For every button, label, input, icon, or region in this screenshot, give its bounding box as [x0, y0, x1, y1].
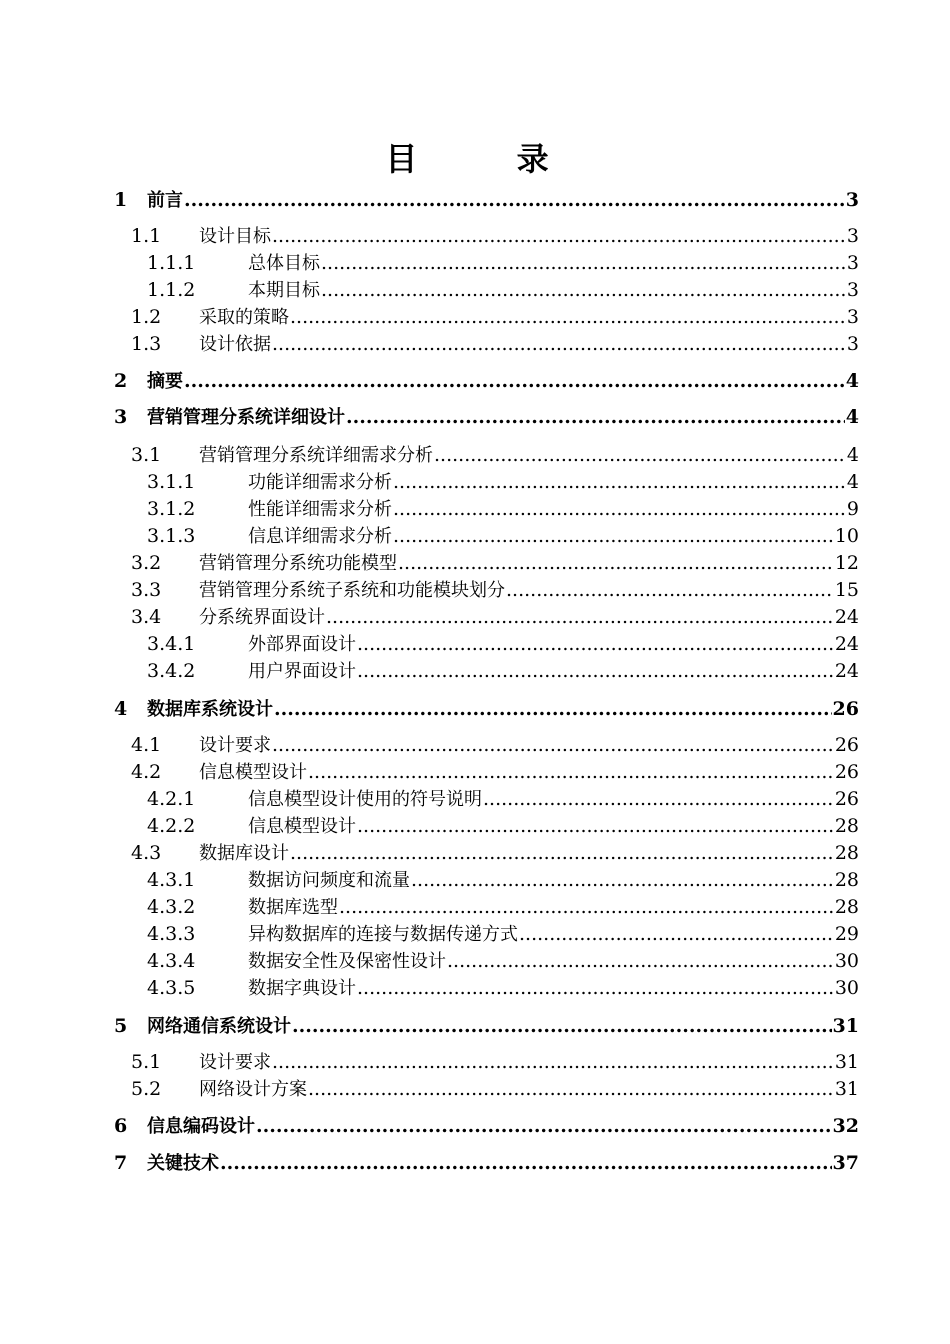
toc-entry-number: 3.1: [131, 444, 162, 466]
toc-entry-page-number: 28: [834, 869, 859, 891]
toc-entry-page-number: 24: [834, 633, 859, 655]
toc-entry-title: 信息模型设计: [199, 762, 307, 783]
toc-entry-title: 数据字典设计: [248, 978, 356, 999]
toc-entry-title: 摘要: [147, 371, 183, 392]
toc-entry-number: 3.4.2: [147, 660, 196, 682]
toc-entry-title: 总体目标: [248, 253, 320, 274]
toc-entry-page-number: 28: [834, 815, 859, 837]
toc-entry-page-number: 12: [834, 552, 859, 574]
toc-entry-number: 4.1: [131, 734, 162, 756]
toc-entry-leader-dots: [290, 840, 834, 867]
toc-entry-leader-dots: [326, 604, 834, 631]
toc-entry-leader-dots: [256, 1113, 832, 1140]
toc-entry-leader-dots: [184, 187, 845, 214]
toc-entry-leader-dots: [339, 894, 834, 921]
toc-entry-title: 数据库选型: [248, 897, 338, 918]
toc-entry-leader-dots: [272, 732, 834, 759]
toc-entry-page-number: 31: [832, 1015, 859, 1037]
toc-entry-number: 5.1: [131, 1051, 162, 1073]
toc-entry-title: 信息模型设计使用的符号说明: [248, 789, 482, 810]
toc-entry-title: 网络设计方案: [199, 1079, 307, 1100]
toc-entry-title: 数据访问频度和流量: [248, 870, 410, 891]
toc-entry-page-number: 37: [832, 1152, 859, 1174]
toc-entry-leader-dots: [308, 759, 834, 786]
toc-entry-leader-dots: [357, 658, 834, 685]
toc-entry-leader-dots: [506, 577, 834, 604]
toc-entry-page-number: 4: [845, 370, 859, 392]
toc-entry-page-number: 24: [834, 660, 859, 682]
toc-entry-leader-dots: [519, 921, 834, 948]
toc-entry[interactable]: [0, 304, 950, 331]
toc-entry-title: 采取的策略: [199, 307, 289, 328]
toc-entry[interactable]: [0, 368, 950, 395]
toc-entry-leader-dots: [447, 948, 834, 975]
toc-entry-leader-dots: [357, 975, 834, 1002]
toc-entry[interactable]: [0, 442, 950, 469]
toc-entry-number: 4.3: [131, 842, 162, 864]
toc-entry-page-number: 28: [834, 842, 859, 864]
toc-entry[interactable]: [0, 1150, 950, 1177]
toc-entry-number: 4.3.5: [147, 977, 196, 999]
toc-entry[interactable]: [0, 696, 950, 723]
toc-entry-title: 性能详细需求分析: [248, 499, 392, 520]
toc-entry-number: 3.1.3: [147, 525, 196, 547]
toc-entry[interactable]: [0, 631, 950, 658]
toc-entry-page-number: 3: [846, 333, 859, 355]
toc-entry-leader-dots: [184, 368, 845, 395]
toc-entry-page-number: 26: [834, 788, 859, 810]
toc-entry-number: 1: [114, 189, 128, 211]
toc-entry-leader-dots: [393, 496, 846, 523]
toc-entry-page-number: 3: [846, 279, 859, 301]
toc-entry-title: 前言: [147, 190, 183, 211]
toc-entry-page-number: 31: [834, 1051, 859, 1073]
toc-entry-number: 1.2: [131, 306, 162, 328]
toc-entry-leader-dots: [393, 469, 846, 496]
toc-entry[interactable]: [0, 404, 950, 431]
toc-entry-page-number: 30: [834, 977, 859, 999]
toc-entry[interactable]: [0, 975, 950, 1002]
toc-entry-page-number: 10: [834, 525, 859, 547]
toc-entry[interactable]: [0, 867, 950, 894]
toc-entry-title: 营销管理分系统功能模型: [199, 553, 397, 574]
toc-entry-title: 营销管理分系统子系统和功能模块划分: [199, 580, 505, 601]
toc-entry-number: 3.2: [131, 552, 162, 574]
toc-entry[interactable]: [0, 331, 950, 358]
toc-entry-page-number: 26: [834, 761, 859, 783]
toc-entry-title: 设计要求: [199, 1052, 271, 1073]
toc-entry-leader-dots: [220, 1150, 832, 1177]
toc-entry[interactable]: [0, 658, 950, 685]
toc-entry[interactable]: [0, 1013, 950, 1040]
toc-entry[interactable]: [0, 786, 950, 813]
toc-entry[interactable]: [0, 1076, 950, 1103]
toc-entry-title: 用户界面设计: [248, 661, 356, 682]
toc-entry[interactable]: [0, 604, 950, 631]
toc-entry-number: 7: [114, 1152, 128, 1174]
toc-entry-page-number: 15: [834, 579, 859, 601]
toc-entry-number: 4: [114, 698, 128, 720]
toc-entry-leader-dots: [398, 550, 834, 577]
toc-entry[interactable]: [0, 187, 950, 214]
toc-entry-title: 网络通信系统设计: [147, 1016, 291, 1037]
toc-entry-leader-dots: [411, 867, 834, 894]
toc-entry[interactable]: [0, 577, 950, 604]
toc-entry-title: 功能详细需求分析: [248, 472, 392, 493]
toc-entry-page-number: 28: [834, 896, 859, 918]
toc-entry-page-number: 32: [832, 1115, 859, 1137]
toc-entry-number: 4.2.2: [147, 815, 196, 837]
toc-entry-leader-dots: [357, 631, 834, 658]
toc-entry-leader-dots: [272, 331, 846, 358]
toc-entry-number: 3: [114, 406, 128, 428]
toc-entry-leader-dots: [290, 304, 846, 331]
toc-entry-title: 外部界面设计: [248, 634, 356, 655]
toc-entry-page-number: 29: [834, 923, 859, 945]
toc-entry-page-number: 9: [846, 498, 859, 520]
toc-entry-title: 设计要求: [199, 735, 271, 756]
toc-entry-page-number: 3: [846, 252, 859, 274]
toc-entry-title: 设计依据: [199, 334, 271, 355]
toc-entry-title: 信息详细需求分析: [248, 526, 392, 547]
toc-entry-title: 本期目标: [248, 280, 320, 301]
toc-entry-page-number: 26: [834, 734, 859, 756]
toc-entry[interactable]: [0, 894, 950, 921]
toc-entry-title: 信息编码设计: [147, 1116, 255, 1137]
toc-entry-number: 5.2: [131, 1078, 162, 1100]
toc-entry-number: 1.3: [131, 333, 162, 355]
toc-entry-title: 营销管理分系统详细设计: [147, 407, 345, 428]
toc-entry[interactable]: [0, 840, 950, 867]
toc-entry-leader-dots: [483, 786, 834, 813]
toc-entry-leader-dots: [321, 277, 846, 304]
toc-entry-number: 1.1.1: [147, 252, 196, 274]
toc-entry-leader-dots: [346, 404, 845, 431]
toc-entry[interactable]: [0, 277, 950, 304]
toc-entry-number: 3.1.1: [147, 471, 196, 493]
toc-entry[interactable]: [0, 759, 950, 786]
toc-entry-number: 3.4.1: [147, 633, 196, 655]
toc-entry-number: 4.3.4: [147, 950, 196, 972]
toc-entry-title: 数据库系统设计: [147, 699, 273, 720]
toc-entry-leader-dots: [272, 223, 846, 250]
toc-entry-page-number: 3: [845, 189, 859, 211]
toc-entry-title: 异构数据库的连接与数据传递方式: [248, 924, 518, 945]
toc-entry-page-number: 3: [846, 306, 859, 328]
toc-entry-title: 关键技术: [147, 1153, 219, 1174]
toc-entry-page-number: 4: [846, 444, 859, 466]
toc-entry[interactable]: [0, 250, 950, 277]
toc-entry[interactable]: [0, 523, 950, 550]
toc-entry-number: 4.3.3: [147, 923, 196, 945]
toc-entry[interactable]: [0, 1049, 950, 1076]
toc-entry-number: 4.3.1: [147, 869, 196, 891]
toc-entry-page-number: 31: [834, 1078, 859, 1100]
toc-entry-number: 4.3.2: [147, 896, 196, 918]
toc-entry-number: 2: [114, 370, 128, 392]
toc-entry-number: 6: [114, 1115, 128, 1137]
toc-entry[interactable]: [0, 948, 950, 975]
toc-entry-page-number: 26: [832, 698, 859, 720]
toc-entry[interactable]: [0, 223, 950, 250]
toc-entry[interactable]: [0, 1113, 950, 1140]
toc-entry-number: 3.4: [131, 606, 162, 628]
toc-entry-leader-dots: [321, 250, 846, 277]
toc-entry-leader-dots: [308, 1076, 834, 1103]
toc-entry-leader-dots: [357, 813, 834, 840]
toc-entry-leader-dots: [274, 696, 832, 723]
toc-entry-number: 4.2.1: [147, 788, 196, 810]
toc-entry-title: 数据安全性及保密性设计: [248, 951, 446, 972]
toc-entry-title: 信息模型设计: [248, 816, 356, 837]
toc-entry-title: 设计目标: [199, 226, 271, 247]
toc-entry-page-number: 4: [845, 406, 859, 428]
toc-entry-number: 3.1.2: [147, 498, 196, 520]
toc-entry-number: 5: [114, 1015, 128, 1037]
toc-entry-number: 3.3: [131, 579, 162, 601]
toc-entry-number: 4.2: [131, 761, 162, 783]
toc-entry[interactable]: [0, 550, 950, 577]
toc-entry-title: 数据库设计: [199, 843, 289, 864]
toc-entry[interactable]: [0, 732, 950, 759]
toc-entry-page-number: 24: [834, 606, 859, 628]
toc-entry-page-number: 30: [834, 950, 859, 972]
toc-entry[interactable]: [0, 496, 950, 523]
toc-entry-number: 1.1: [131, 225, 162, 247]
toc-entry-leader-dots: [272, 1049, 834, 1076]
toc-entry[interactable]: [0, 921, 950, 948]
toc-entry-leader-dots: [434, 442, 846, 469]
toc-entry-page-number: 4: [846, 471, 859, 493]
toc-entry[interactable]: [0, 469, 950, 496]
toc-entry[interactable]: [0, 813, 950, 840]
toc-entry-page-number: 3: [846, 225, 859, 247]
toc-title: 目 录: [385, 140, 593, 178]
toc-entry-title: 营销管理分系统详细需求分析: [199, 445, 433, 466]
toc-entry-leader-dots: [393, 523, 834, 550]
toc-entry-title: 分系统界面设计: [199, 607, 325, 628]
toc-entry-number: 1.1.2: [147, 279, 196, 301]
toc-entry-leader-dots: [292, 1013, 832, 1040]
